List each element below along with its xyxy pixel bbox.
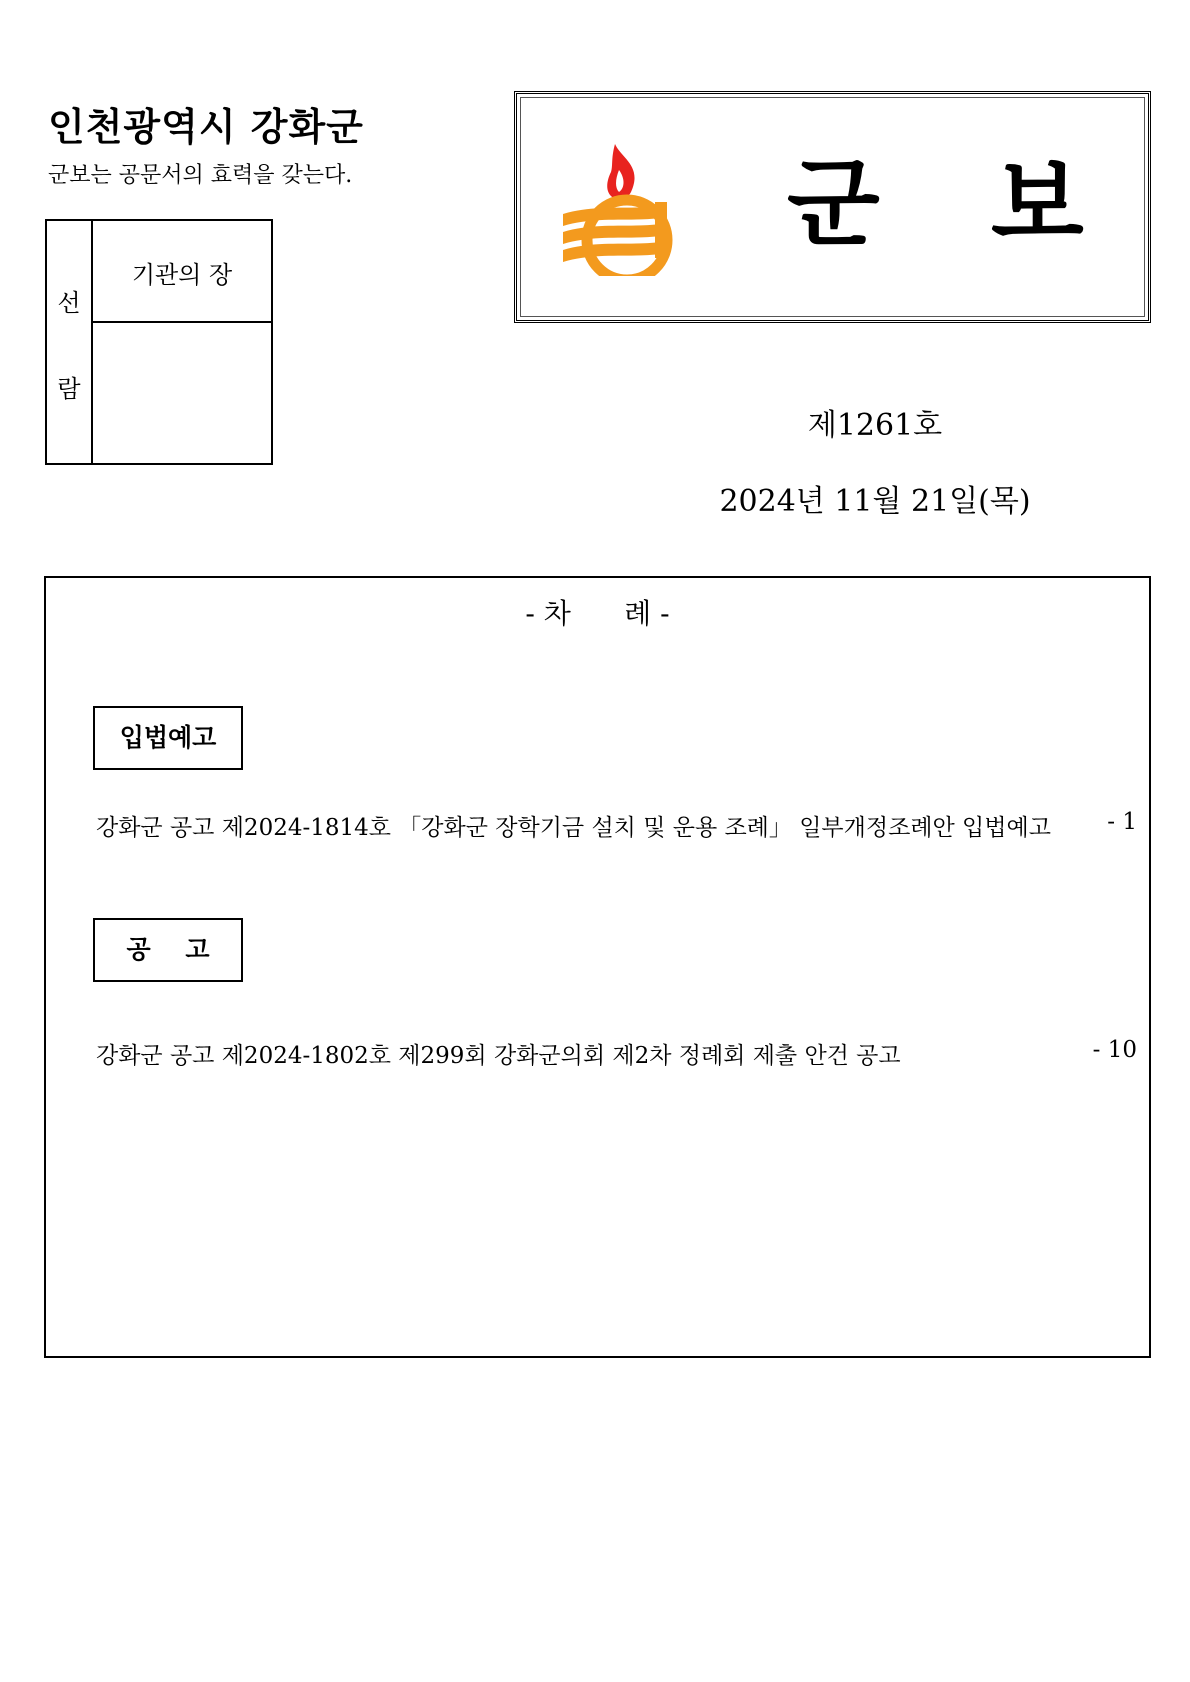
issue-number: 제1261호 bbox=[807, 408, 943, 443]
issue-date: 2024년 11월 21일(목) bbox=[719, 484, 1031, 519]
org-subtitle: 군보는 공문서의 효력을 갖는다. bbox=[48, 163, 353, 188]
toc-entry-text: 강화군 공고 제2024-1802호 제299회 강화군의회 제2차 정례회 제출 안건 공고 bbox=[96, 1043, 901, 1069]
toc-entry[interactable] bbox=[96, 809, 1137, 843]
gangwha-emblem-icon bbox=[557, 136, 687, 276]
review-side-char: 선 bbox=[57, 289, 81, 317]
banner bbox=[514, 91, 1151, 323]
banner-char-gun: 군 bbox=[787, 148, 880, 260]
table-of-contents bbox=[44, 576, 1151, 1358]
review-side-char: 람 bbox=[57, 375, 81, 403]
toc-entry[interactable] bbox=[96, 1037, 1137, 1071]
review-side-label bbox=[47, 221, 93, 463]
toc-entry-page: - 10 bbox=[1092, 1037, 1137, 1063]
banner-char-bo: 보 bbox=[991, 148, 1084, 260]
toc-entry-text: 강화군 공고 제2024-1814호 「강화군 장학기금 설치 및 운용 조례」 일부개정조례안 입법예고 bbox=[96, 815, 1051, 841]
review-head-label: 기관의 장 bbox=[93, 221, 271, 323]
section-title-legislative-notice: 입법예고 bbox=[93, 706, 243, 770]
toc-entry-page: - 1 bbox=[1107, 809, 1137, 835]
section-title-public-notice: 공 고 bbox=[93, 918, 243, 982]
org-title: 인천광역시 강화군 bbox=[48, 105, 364, 149]
review-box bbox=[45, 219, 273, 465]
toc-heading: - 차 례 - bbox=[525, 597, 670, 630]
